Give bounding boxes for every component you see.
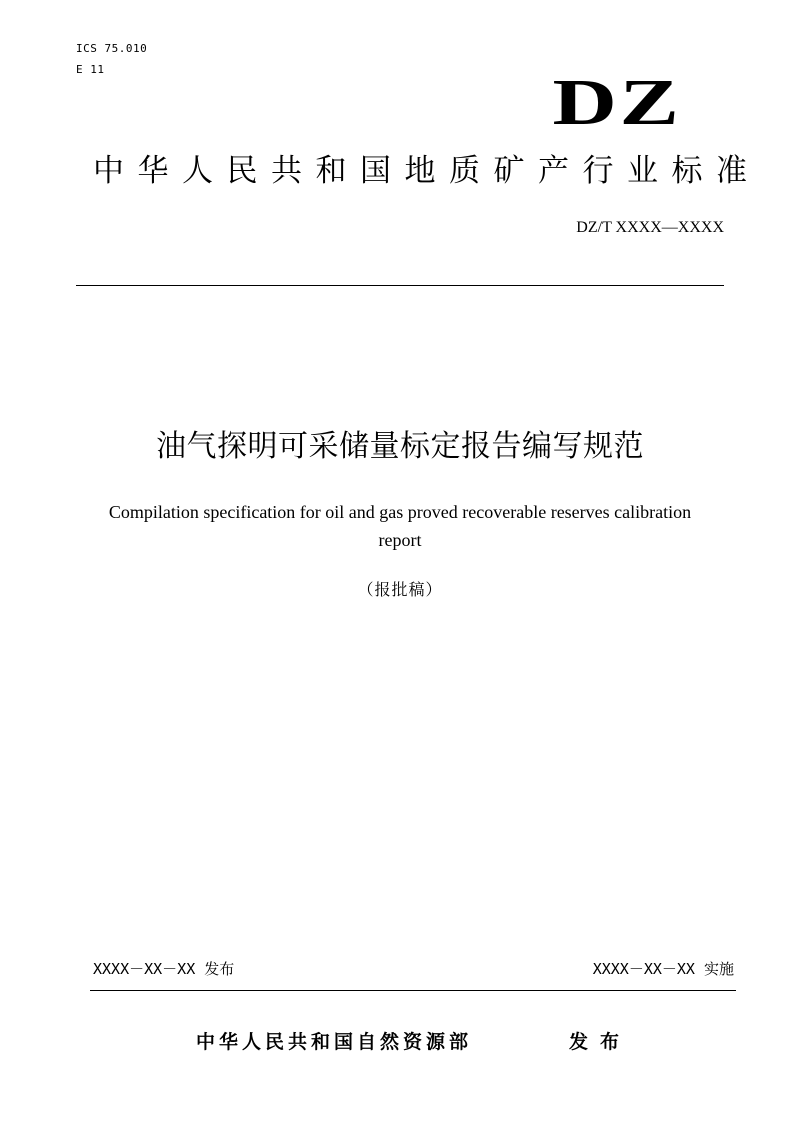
issuing-authority: 中华人民共和国自然资源部: [196, 1031, 473, 1053]
ccs-code: E 11: [76, 63, 105, 76]
ics-code: ICS 75.010: [76, 42, 148, 55]
bottom-divider: [90, 990, 736, 991]
document-title-chinese: 油气探明可采储量标定报告编写规范: [156, 429, 644, 464]
implementation-date: XXXX－XX－XX 实施: [592, 960, 734, 978]
draft-status: （报批稿）: [357, 580, 443, 599]
issuing-action: 发布: [569, 1031, 632, 1053]
standard-organization-title: 中华人民共和国地质矿产行业标准: [93, 153, 761, 189]
standard-code: DZ/T XXXX—XXXX: [576, 219, 724, 236]
top-divider: [76, 285, 724, 286]
document-title-english: Compilation specification for oil and gas proved recoverable reserves calibration report: [108, 502, 692, 550]
dz-logo: DZ: [552, 66, 682, 139]
issue-date: XXXX－XX－XX 发布: [93, 960, 235, 978]
